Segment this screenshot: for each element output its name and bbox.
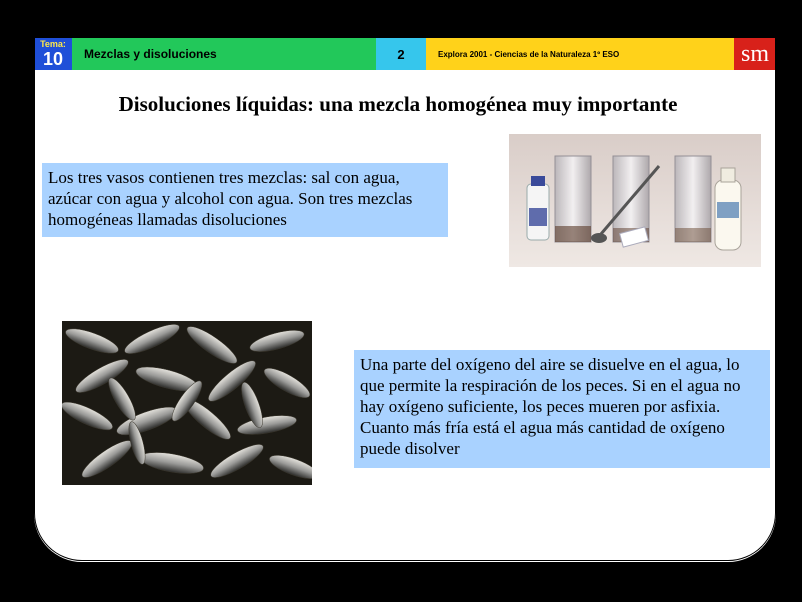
page-number: 2 (376, 38, 426, 70)
page-title: Disoluciones líquidas: una mezcla homogénea muy importante (118, 92, 678, 116)
topic-title: Mezclas y disoluciones (72, 38, 376, 70)
sm-logo: sm (734, 38, 776, 70)
text-box-mixtures: Los tres vasos contienen tres mezclas: sal con agua, azúcar con agua y alcohol con agua. Son tres mezclas homogéneas llamadas disoluciones (42, 163, 448, 237)
series-title: Explora 2001 - Ciencias de la Naturaleza 1º ESO (426, 38, 734, 70)
tema-label: Tema: (40, 39, 66, 49)
slide (34, 38, 776, 562)
tema-badge (34, 38, 72, 70)
glasses-photo (509, 134, 761, 267)
tema-number: 10 (42, 49, 64, 69)
fish-photo (62, 321, 312, 485)
text-box-oxygen: Una parte del oxígeno del aire se disuelve en el agua, lo que permite la respiración de los peces. Si en el agua no hay oxígeno suficiente, los peces mueren por asfixia. Cuanto más fría está el agua más cantidad de oxígeno puede disolver (354, 350, 770, 468)
